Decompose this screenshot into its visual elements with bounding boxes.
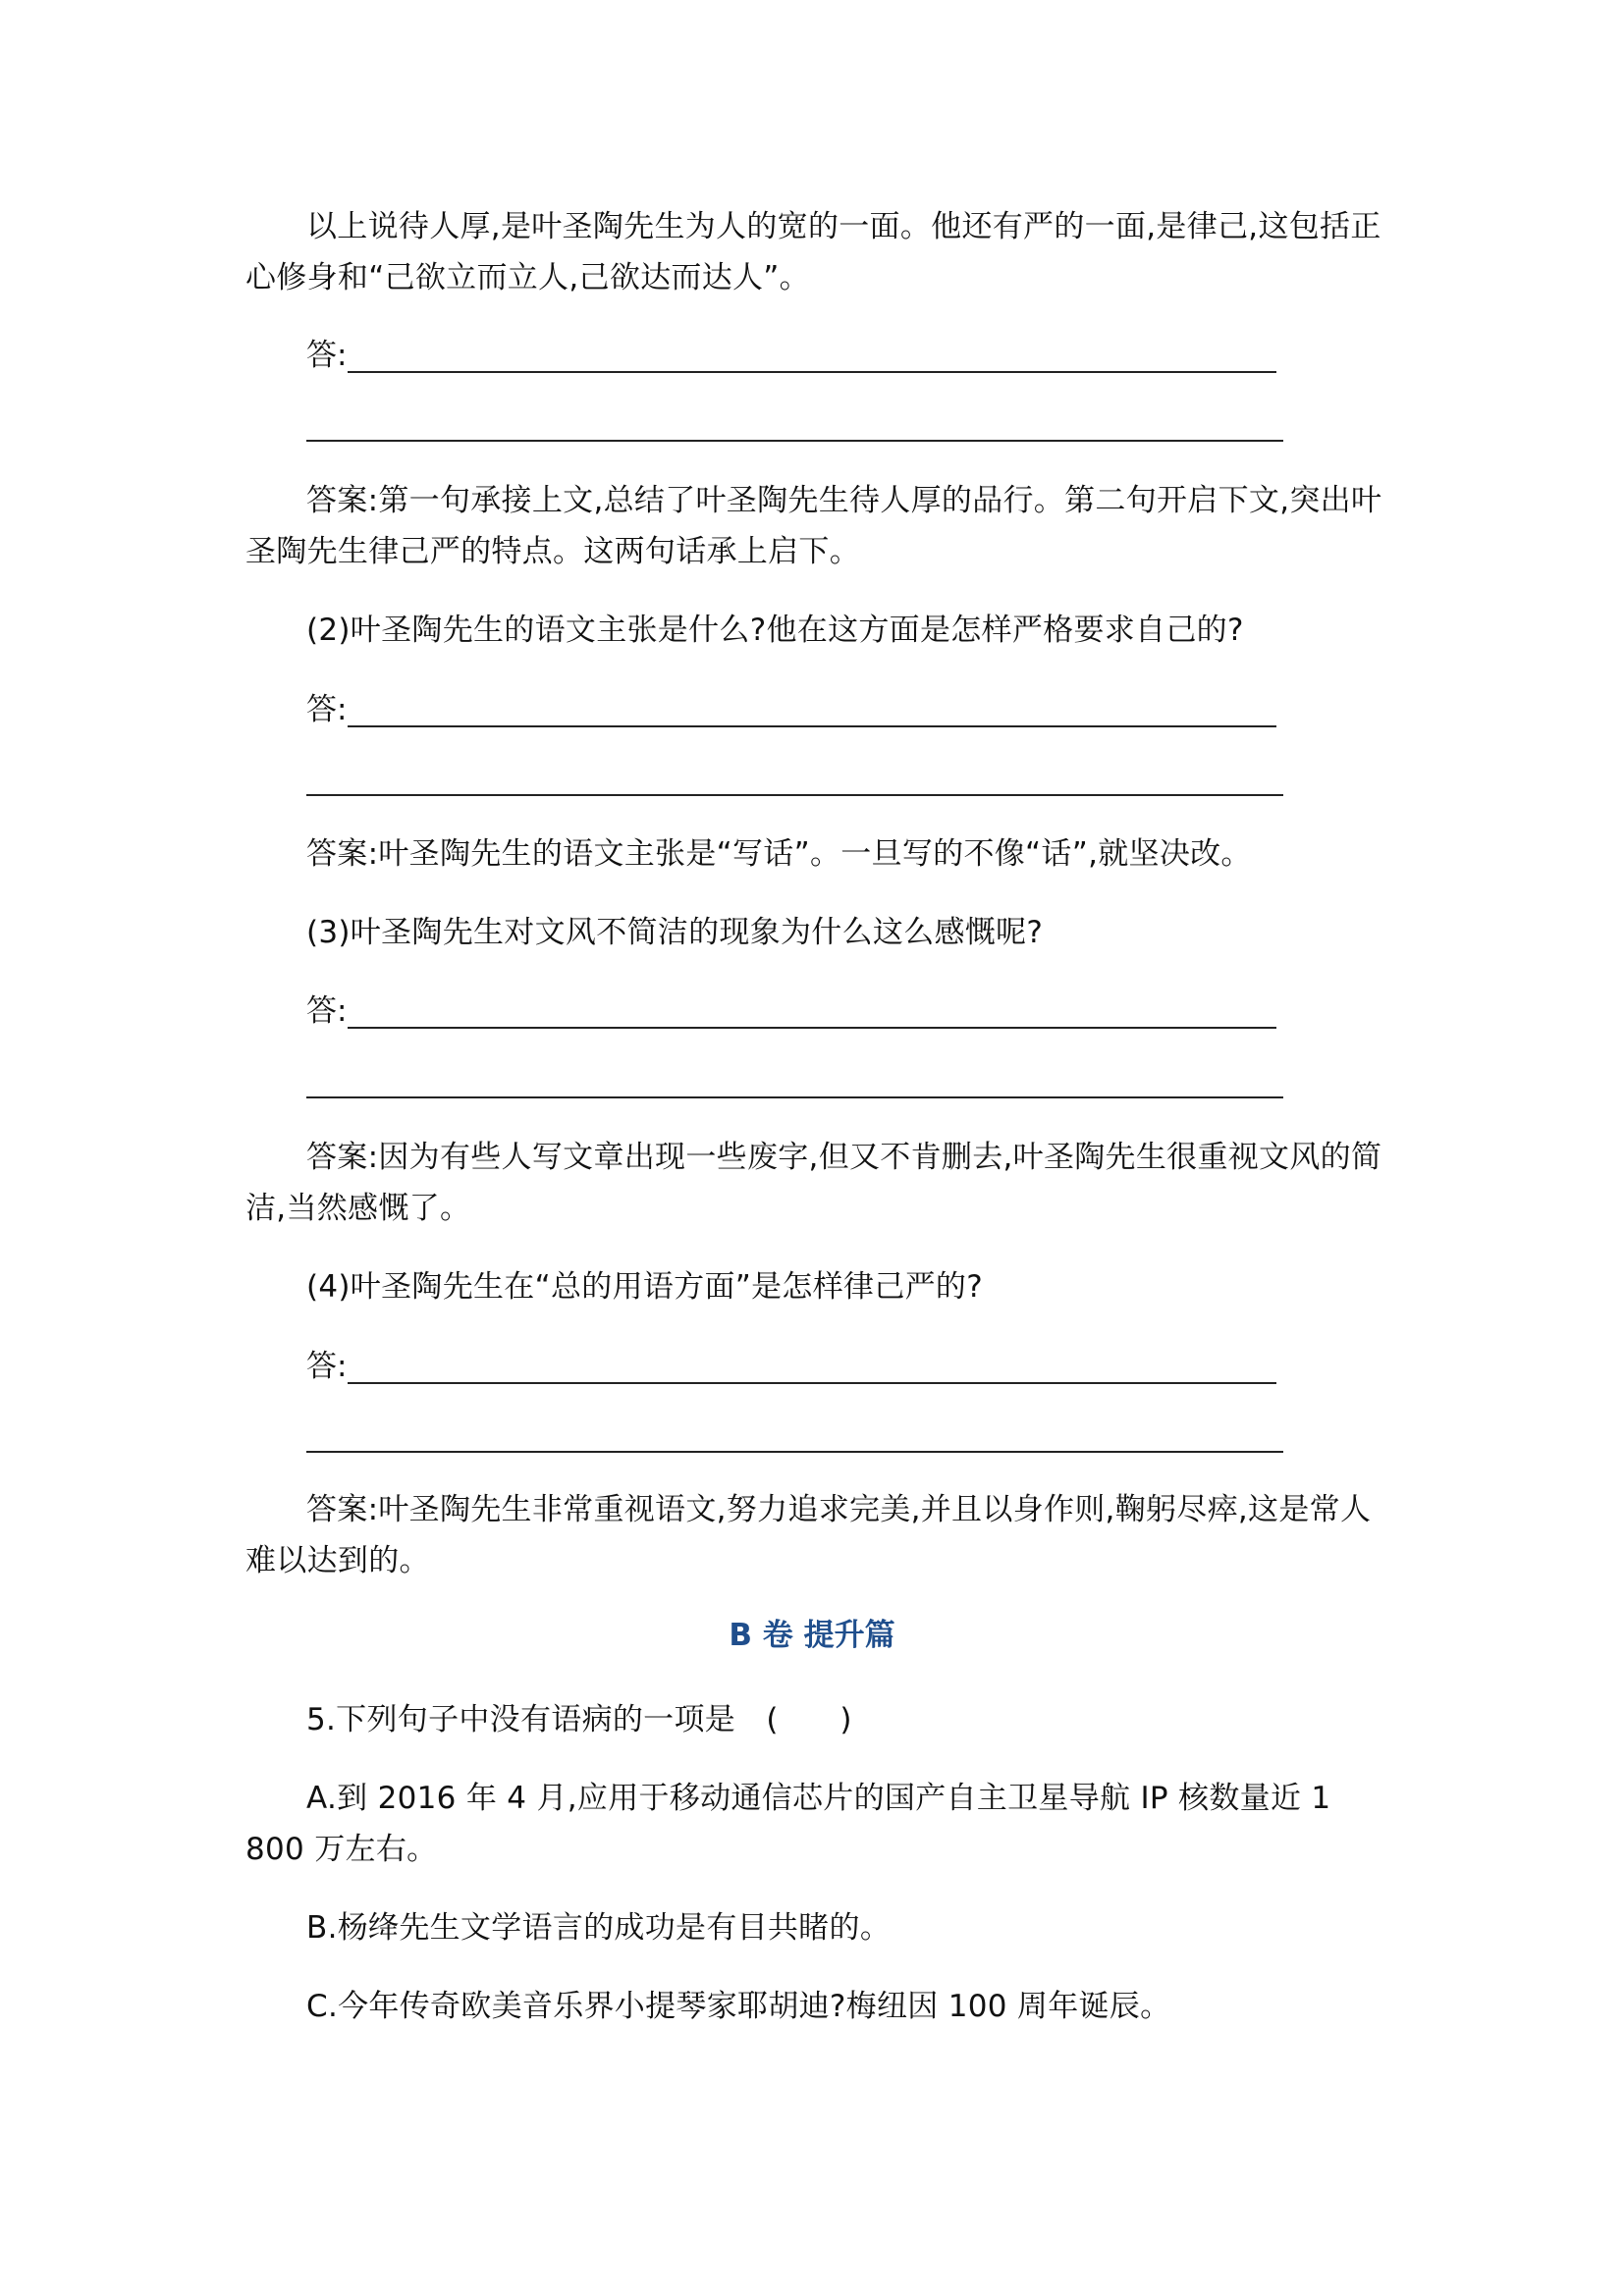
answer-2: 答案:叶圣陶先生的语文主张是“写话”。一旦写的不像“话”,就坚决改。: [306, 836, 1252, 872]
answer-3: 答案:因为有些人写文章出现一些废字,但又不肯删去,叶圣陶先生很重视文风的简洁,当然感慨了。: [245, 1140, 1382, 1226]
answer-blank-3b[interactable]: [306, 1061, 1283, 1100]
answer-underline: [348, 371, 1276, 373]
option-b: B.杨绛先生文学语言的成功是有目共睹的。: [306, 1910, 892, 1946]
answer-underline: [306, 1096, 1283, 1098]
option-c: C.今年传奇欧美音乐界小提琴家耶胡迪?梅纽因 100 周年诞辰。: [306, 1989, 1171, 2024]
answer-underline: [348, 1027, 1276, 1029]
answer-underline: [306, 1451, 1283, 1453]
answer-blank-1a[interactable]: [306, 336, 1276, 375]
answer-blank-1b[interactable]: [306, 404, 1283, 444]
question-5: 5.下列句子中没有语病的一项是 ( ): [306, 1702, 852, 1737]
question-2: (2)叶圣陶先生的语文主张是什么?他在这方面是怎样严格要求自己的?: [306, 613, 1244, 648]
answer-label: 答:: [306, 993, 348, 1029]
answer-blank-3a[interactable]: [306, 991, 1276, 1031]
answer-4: 答案:叶圣陶先生非常重视语文,努力追求完美,并且以身作则,鞠躬尽瘁,这是常人难以达到的。: [245, 1492, 1372, 1578]
answer-1: 答案:第一句承接上文,总结了叶圣陶先生待人厚的品行。第二句开启下文,突出叶圣陶先生律己严的特点。这两句话承上启下。: [245, 483, 1382, 569]
option-a: A.到 2016 年 4 月,应用于移动通信芯片的国产自主卫星导航 IP 核数量近 1 800 万左右。: [245, 1781, 1331, 1867]
question-4: (4)叶圣陶先生在“总的用语方面”是怎样律己严的?: [306, 1269, 983, 1305]
answer-underline: [306, 794, 1283, 796]
answer-underline: [306, 440, 1283, 442]
answer-label: 答:: [306, 692, 348, 727]
intro-paragraph: 以上说待人厚,是叶圣陶先生为人的宽的一面。他还有严的一面,是律己,这包括正心修身和“己欲立而立人,己欲达而达人”。: [245, 209, 1381, 295]
question-3: (3)叶圣陶先生对文风不简洁的现象为什么这么感慨呢?: [306, 915, 1044, 950]
answer-blank-2a[interactable]: [306, 690, 1276, 729]
answer-underline: [348, 725, 1276, 727]
answer-blank-2b[interactable]: [306, 759, 1283, 798]
answer-underline: [348, 1382, 1276, 1384]
answer-blank-4a[interactable]: [306, 1347, 1276, 1386]
answer-label: 答:: [306, 1349, 348, 1384]
answer-blank-4b[interactable]: [306, 1415, 1283, 1455]
section-heading: B 卷 提升篇: [729, 1618, 895, 1653]
answer-label: 答:: [306, 338, 348, 373]
